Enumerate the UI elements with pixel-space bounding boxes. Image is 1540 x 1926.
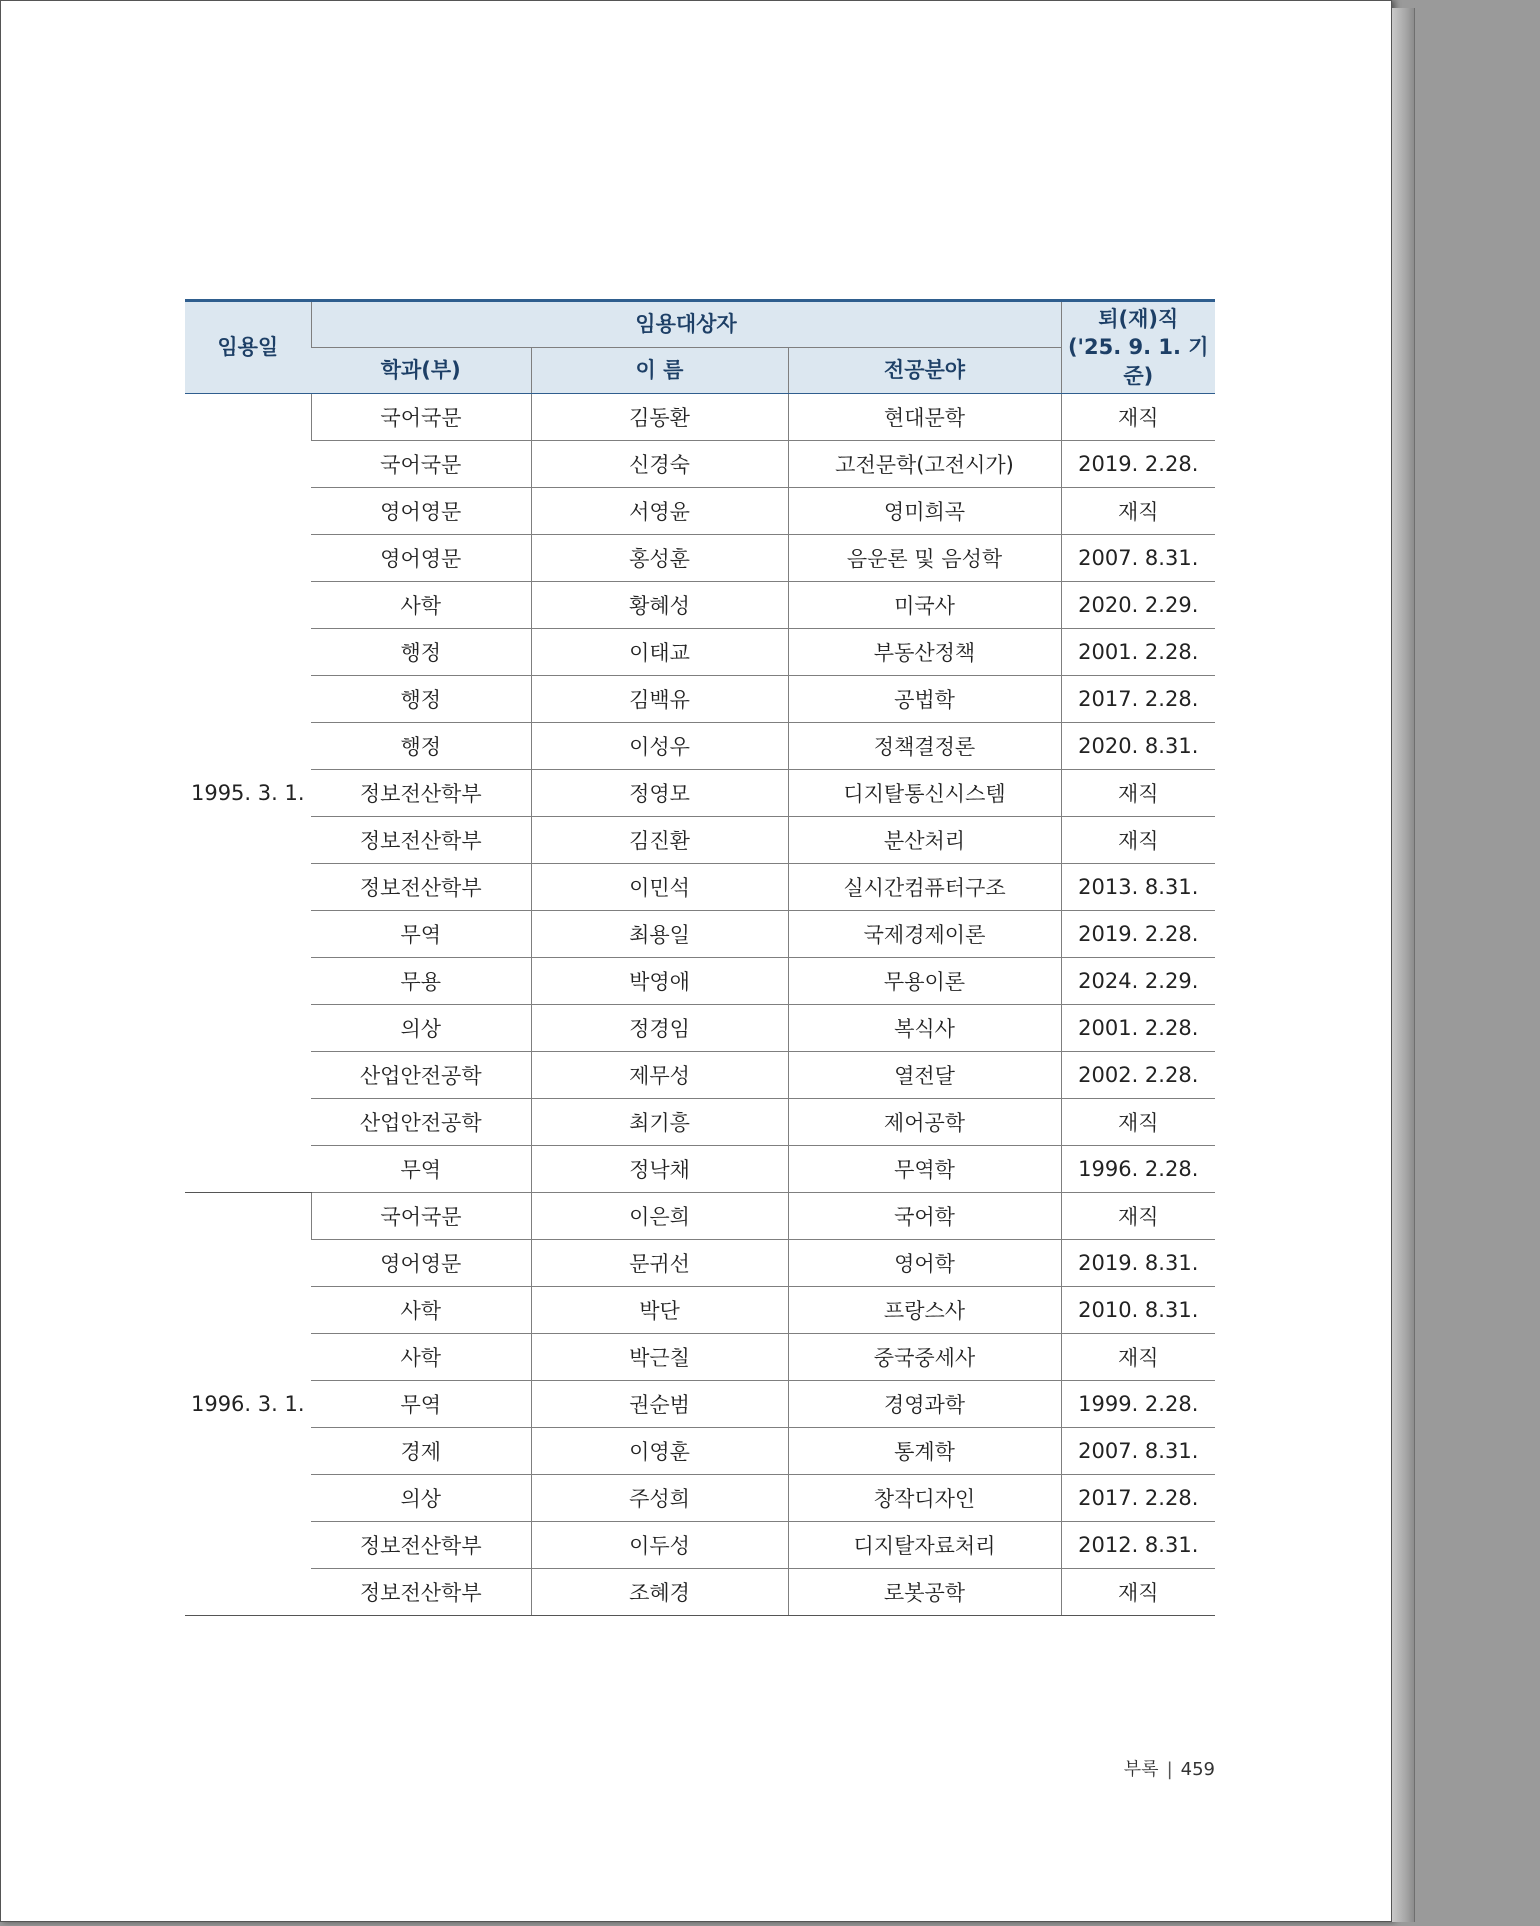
name-cell: 정경임 [531, 1005, 788, 1052]
name-cell: 서영윤 [531, 488, 788, 535]
table-row [185, 1099, 1215, 1146]
name-cell: 이성우 [531, 723, 788, 770]
appointment-date-cell: 1996. 3. 1. [185, 1193, 311, 1616]
table-row [185, 1569, 1215, 1616]
table-row [185, 1146, 1215, 1193]
major-field-cell: 열전달 [788, 1052, 1061, 1099]
footer-section-label: 부록 [1123, 1759, 1159, 1780]
department-cell: 국어국문 [311, 441, 531, 488]
table-row [185, 1287, 1215, 1334]
status-cell: 2012. 8.31. [1061, 1522, 1215, 1569]
status-cell: 2019. 2.28. [1061, 441, 1215, 488]
status-cell: 2019. 8.31. [1061, 1240, 1215, 1287]
header-major-field: 전공분야 [788, 348, 1061, 394]
status-cell: 2020. 2.29. [1061, 582, 1215, 629]
name-cell: 정영모 [531, 770, 788, 817]
major-field-cell: 무역학 [788, 1146, 1061, 1193]
page-stack-edge [1392, 8, 1415, 1922]
name-cell: 이태교 [531, 629, 788, 676]
name-cell: 이은희 [531, 1193, 788, 1240]
department-cell: 무역 [311, 911, 531, 958]
table-row [185, 394, 1215, 441]
department-cell: 영어영문 [311, 1240, 531, 1287]
name-cell: 최용일 [531, 911, 788, 958]
page-footer [1081, 1755, 1215, 1781]
name-cell: 문귀선 [531, 1240, 788, 1287]
header-status-line2: ('25. 9. 1. 기준) [1067, 335, 1209, 388]
department-cell: 사학 [311, 1287, 531, 1334]
status-cell: 재직 [1061, 1099, 1215, 1146]
status-cell: 2024. 2.29. [1061, 958, 1215, 1005]
table-row [185, 676, 1215, 723]
name-cell: 주성희 [531, 1475, 788, 1522]
table-row [185, 911, 1215, 958]
status-cell: 1996. 2.28. [1061, 1146, 1215, 1193]
status-cell: 2017. 2.28. [1061, 676, 1215, 723]
status-cell: 2013. 8.31. [1061, 864, 1215, 911]
status-cell: 2002. 2.28. [1061, 1052, 1215, 1099]
status-cell: 재직 [1061, 394, 1215, 441]
table-row [185, 1052, 1215, 1099]
department-cell: 영어영문 [311, 535, 531, 582]
table-body [185, 394, 1215, 1616]
status-cell: 재직 [1061, 1334, 1215, 1381]
status-cell: 2007. 8.31. [1061, 535, 1215, 582]
major-field-cell: 무용이론 [788, 958, 1061, 1005]
header-status [1061, 301, 1215, 394]
major-field-cell: 제어공학 [788, 1099, 1061, 1146]
status-cell: 재직 [1061, 770, 1215, 817]
major-field-cell: 프랑스사 [788, 1287, 1061, 1334]
department-cell: 정보전산학부 [311, 770, 531, 817]
department-cell: 행정 [311, 723, 531, 770]
status-cell: 2019. 2.28. [1061, 911, 1215, 958]
name-cell: 박단 [531, 1287, 788, 1334]
major-field-cell: 창작디자인 [788, 1475, 1061, 1522]
major-field-cell: 미국사 [788, 582, 1061, 629]
header-appointment-date: 임용일 [185, 301, 311, 394]
department-cell: 정보전산학부 [311, 817, 531, 864]
table-row [185, 1522, 1215, 1569]
faculty-appointment-table [185, 299, 1215, 1616]
department-cell: 무역 [311, 1146, 531, 1193]
name-cell: 신경숙 [531, 441, 788, 488]
table-row [185, 582, 1215, 629]
name-cell: 박영애 [531, 958, 788, 1005]
major-field-cell: 로봇공학 [788, 1569, 1061, 1616]
table-row [185, 441, 1215, 488]
major-field-cell: 복식사 [788, 1005, 1061, 1052]
status-cell: 2001. 2.28. [1061, 629, 1215, 676]
department-cell: 영어영문 [311, 488, 531, 535]
major-field-cell: 통계학 [788, 1428, 1061, 1475]
major-field-cell: 국제경제이론 [788, 911, 1061, 958]
header-status-line1: 퇴(재)직 [1098, 306, 1179, 331]
name-cell: 황혜성 [531, 582, 788, 629]
major-field-cell: 실시간컴퓨터구조 [788, 864, 1061, 911]
table-row [185, 1428, 1215, 1475]
table-row [185, 1381, 1215, 1428]
status-cell: 2017. 2.28. [1061, 1475, 1215, 1522]
major-field-cell: 디지탈자료처리 [788, 1522, 1061, 1569]
status-cell: 1999. 2.28. [1061, 1381, 1215, 1428]
table-header [185, 301, 1215, 394]
name-cell: 김백유 [531, 676, 788, 723]
department-cell: 행정 [311, 629, 531, 676]
table-row [185, 1193, 1215, 1240]
major-field-cell: 부동산정책 [788, 629, 1061, 676]
department-cell: 사학 [311, 1334, 531, 1381]
table-row [185, 723, 1215, 770]
department-cell: 의상 [311, 1005, 531, 1052]
table-row [185, 1005, 1215, 1052]
name-cell: 이민석 [531, 864, 788, 911]
table-row [185, 770, 1215, 817]
footer-separator: | [1166, 1759, 1173, 1780]
department-cell: 사학 [311, 582, 531, 629]
department-cell: 국어국문 [311, 1193, 531, 1240]
table-row [185, 535, 1215, 582]
major-field-cell: 영어학 [788, 1240, 1061, 1287]
major-field-cell: 공법학 [788, 676, 1061, 723]
status-cell: 2001. 2.28. [1061, 1005, 1215, 1052]
table-row [185, 1475, 1215, 1522]
major-field-cell: 고전문학(고전시가) [788, 441, 1061, 488]
status-cell: 재직 [1061, 817, 1215, 864]
major-field-cell: 음운론 및 음성학 [788, 535, 1061, 582]
status-cell: 2020. 8.31. [1061, 723, 1215, 770]
major-field-cell: 정책결정론 [788, 723, 1061, 770]
name-cell: 박근칠 [531, 1334, 788, 1381]
table-row [185, 1240, 1215, 1287]
name-cell: 조혜경 [531, 1569, 788, 1616]
name-cell: 최기흥 [531, 1099, 788, 1146]
name-cell: 권순범 [531, 1381, 788, 1428]
header-department: 학과(부) [311, 348, 531, 394]
table-row [185, 958, 1215, 1005]
major-field-cell: 디지탈통신시스템 [788, 770, 1061, 817]
status-cell: 2007. 8.31. [1061, 1428, 1215, 1475]
table-row [185, 1334, 1215, 1381]
major-field-cell: 분산처리 [788, 817, 1061, 864]
header-appointee-group: 임용대상자 [311, 301, 1061, 348]
name-cell: 홍성훈 [531, 535, 788, 582]
table-row [185, 864, 1215, 911]
department-cell: 의상 [311, 1475, 531, 1522]
department-cell: 행정 [311, 676, 531, 723]
name-cell: 이영훈 [531, 1428, 788, 1475]
department-cell: 산업안전공학 [311, 1052, 531, 1099]
department-cell: 국어국문 [311, 394, 531, 441]
department-cell: 경제 [311, 1428, 531, 1475]
status-cell: 재직 [1061, 488, 1215, 535]
table-row [185, 488, 1215, 535]
major-field-cell: 중국중세사 [788, 1334, 1061, 1381]
name-cell: 제무성 [531, 1052, 788, 1099]
department-cell: 정보전산학부 [311, 1569, 531, 1616]
table-row [185, 817, 1215, 864]
major-field-cell: 현대문학 [788, 394, 1061, 441]
name-cell: 김진환 [531, 817, 788, 864]
name-cell: 정낙채 [531, 1146, 788, 1193]
status-cell: 재직 [1061, 1569, 1215, 1616]
major-field-cell: 영미희곡 [788, 488, 1061, 535]
header-name: 이 름 [531, 348, 788, 394]
name-cell: 이두성 [531, 1522, 788, 1569]
major-field-cell: 경영과학 [788, 1381, 1061, 1428]
department-cell: 무용 [311, 958, 531, 1005]
major-field-cell: 국어학 [788, 1193, 1061, 1240]
name-cell: 김동환 [531, 394, 788, 441]
page-number: 459 [1180, 1759, 1215, 1780]
appointment-date-cell: 1995. 3. 1. [185, 394, 311, 1193]
status-cell: 재직 [1061, 1193, 1215, 1240]
status-cell: 2010. 8.31. [1061, 1287, 1215, 1334]
department-cell: 산업안전공학 [311, 1099, 531, 1146]
department-cell: 정보전산학부 [311, 1522, 531, 1569]
department-cell: 무역 [311, 1381, 531, 1428]
department-cell: 정보전산학부 [311, 864, 531, 911]
table-row [185, 629, 1215, 676]
